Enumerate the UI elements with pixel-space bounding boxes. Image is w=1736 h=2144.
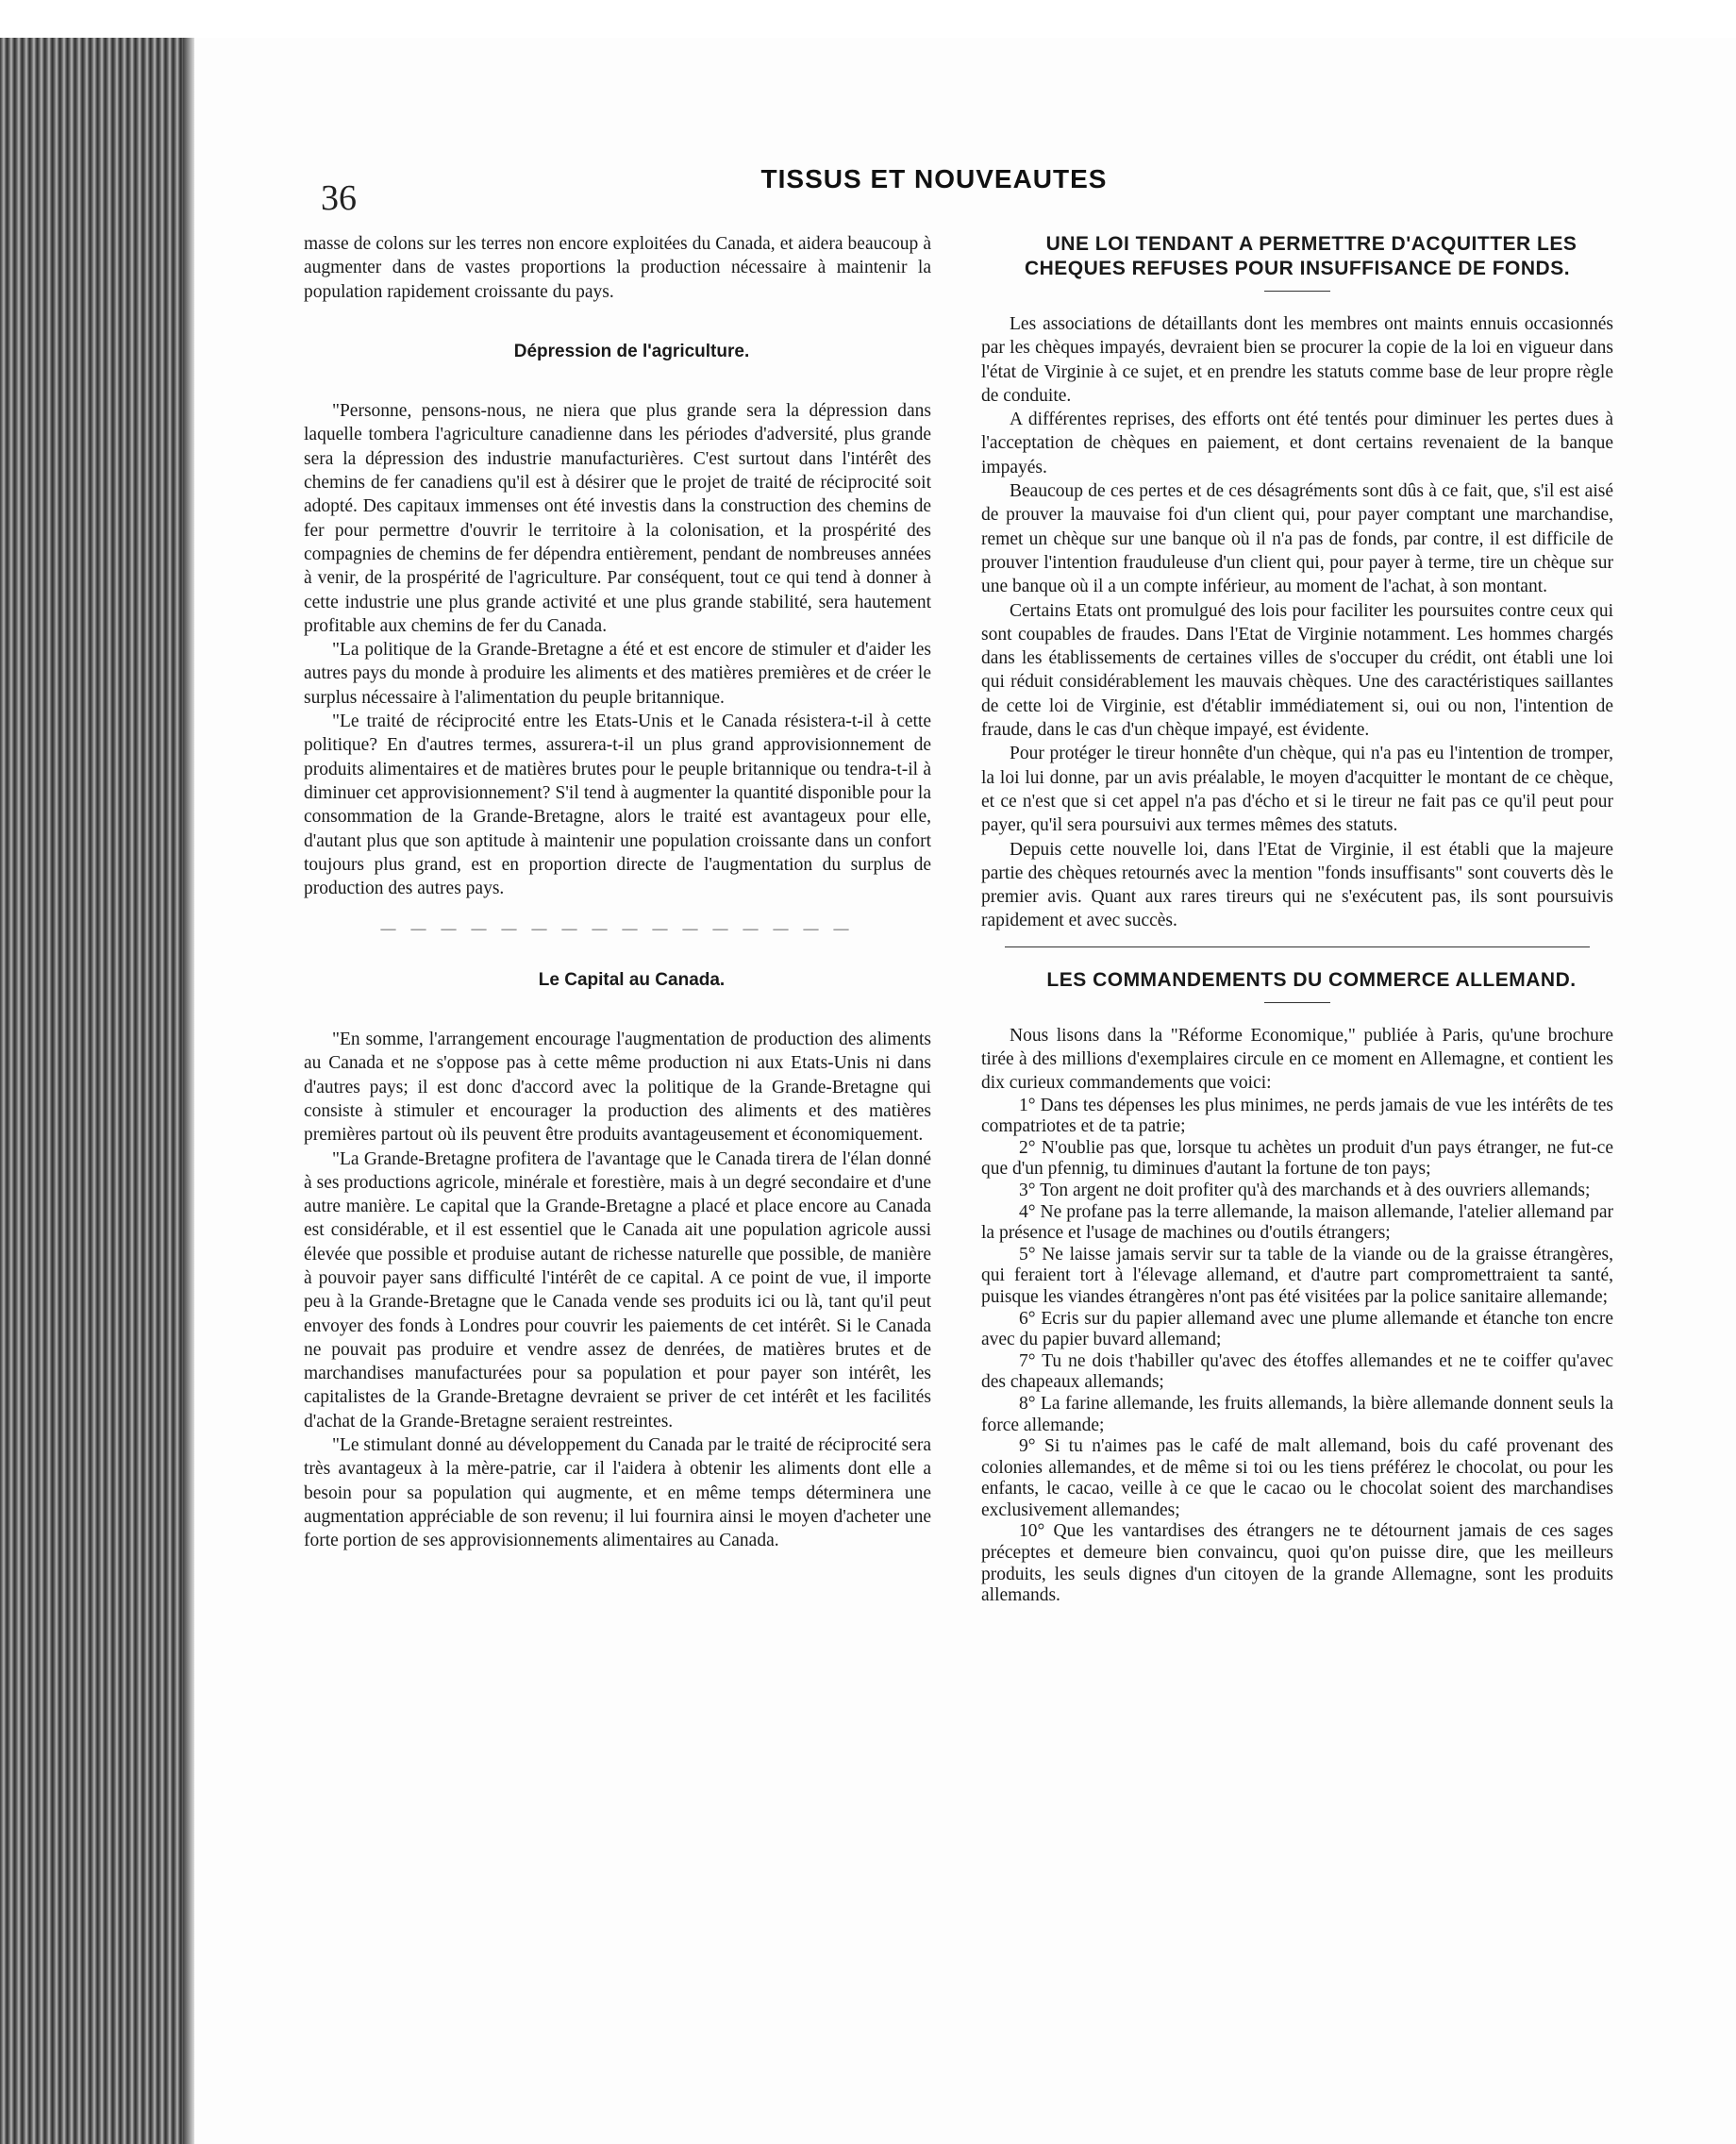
paragraph: "En somme, l'arrangement encourage l'augmentation de production des aliments au Canada et ne s'oppose pas à cette même production ni aux Etats-Unis ni dans d'autres pays; il est donc d'accord avec la politique de la Grande-Bretagne qui consiste à stimuler et encourager la production des aliments et des matières premières partout où ils peuvent être produits avantageusement et économiquement. [304, 1030, 931, 1146]
continued-paragraph: masse de colons sur les terres non encore exploitées du Canada, et aidera beaucoup à augmenter dans de vastes proportions la production nécessaire à maintenir la population rapidement croissante du pays. [304, 234, 931, 302]
section-heading-agriculture: Dépression de l'agriculture. [513, 341, 750, 361]
article-title-cheques: UNE LOI TENDANT A PERMETTRE D'ACQUITTER LES CHEQUES REFUSES POUR INSUFFISANCE DE FONDS. [1024, 233, 1577, 279]
paragraph: Pour protéger le tireur honnête d'un chèque, qui n'a pas eu l'intention de tromper, la loi lui donne, par un avis préalable, le moyen d'acquitter le montant de ce chèque, et ce n'est que si cet appel n'a pas d'écho et si le tireur ne fait pas ce qu'il peut pour payer, qu'il sera poursuivi aux termes mêmes des statuts. [981, 744, 1613, 836]
page-number: 36 [321, 178, 357, 218]
commandment-item: 7° Tu ne dois t'habiller qu'avec des étoffes allemandes et ne te coiffer qu'avec des chapeaux allemands; [981, 1350, 1613, 1393]
commandment-item: 4° Ne profane pas la terre allemande, la maison allemande, l'atelier allemand par la présence et l'usage de machines ou d'outils étrangers; [981, 1201, 1613, 1244]
paragraph: "Le stimulant donné au développement du Canada par le traité de réciprocité sera très avantageux à la mère-patrie, car il l'aidera à obtenir les aliments dont elle a besoin pour sa population qui augmente, et en même temps déterminera une augmentation appréciable de son revenu; il lui fournira ainsi le moyen d'acheter une forte portion de ses approvisionnements alimentaires au Canada. [304, 1435, 931, 1551]
paragraph: Depuis cette nouvelle loi, dans l'Etat de Virginie, il est établi que la majeure partie des chèques retournés avec la mention "fonds insuffisants" sont couverts dès le premier avis. Quant aux rares tireurs qui ne s'exécutent pas, ils sont poursuivis rapidement et avec succès. [981, 839, 1613, 931]
paragraph: A différentes reprises, des efforts ont été tentés pour diminuer les pertes dues à l'acceptation de chèques en paiement, et dont certains revenaient de la banque impayés. [981, 410, 1613, 477]
commandment-item: 5° Ne laisse jamais servir sur ta table de la viande ou de la graisse étrangères, qui feraient tort à l'élevage allemand, et d'autre part compromettraient ta santé, puisque les viandes étrangères n'ont pas été visitées par la police sanitaire allemande; [981, 1244, 1613, 1307]
section-heading-capital: Le Capital au Canada. [538, 969, 726, 990]
title-rule [1264, 1002, 1330, 1003]
running-title: TISSUS ET NOUVEAUTES [760, 164, 1108, 193]
commandment-item: 9° Si tu n'aimes pas le café de malt allemand, bois du café provenant des colonies allemandes, et de même si toi ou les tiens préférez le chocolat, ou pour les enfants, le cacao, veille à ce que le cacao ou le chocolat soient des marchandises exclusivement allemandes; [981, 1436, 1613, 1520]
paragraph: Beaucoup de ces pertes et de ces désagréments sont dûs à ce fait, que, s'il est aisé de prouver la mauvaise foi d'un client qui, pour payer comptant une marchandise, remet un chèque sur une banque où il n'a pas de fonds, par contre, il est difficile de prouver l'intention frauduleuse d'un client qui, pour payer à terme, tire un chèque sur une banque où il a un compte inférieur, au moment de l'achat, à son montant. [981, 481, 1613, 597]
article-separator-rule [1005, 946, 1590, 947]
article-title-commandements: LES COMMANDEMENTS DU COMMERCE ALLEMAND. [1046, 968, 1577, 991]
paragraph: Certains Etats ont promulgué des lois pour faciliter les poursuites contre ceux qui sont coupables de fraudes. Dans l'Etat de Virginie notamment. Les hommes chargés dans les établissements de certaines villes de s'occuper du crédit, ont établi une loi qui réduit considérablement les mauvais chèques. Une des caractéristiques saillantes de cette loi de Virginie, est d'établir immédiatement si, oui ou non, l'intention de fraude, dans le cas d'un chèque impayé, est évidente. [981, 600, 1613, 741]
section-divider: — — — — — — — — — — — — — — — — [380, 921, 855, 938]
commandment-item: 2° N'oublie pas que, lorsque tu achètes un produit d'un pays étranger, ne fut-ce que d'un pfennig, tu diminues d'autant la fortune de ton pays; [981, 1137, 1613, 1180]
commandment-item: 10° Que les vantardises des étrangers ne te détournent jamais de ces sages préceptes et demeure bien convaincu, quoi qu'on puisse dire, que les meilleurs produits, les seuls dignes d'un citoyen de la grande Allemagne, sont les produits allemands. [981, 1521, 1613, 1606]
paragraph: "La Grande-Bretagne profitera de l'avantage que le Canada tirera de l'élan donné à ses productions agricole, minérale et forestière, mais à un degré secondaire et d'une autre manière. Le capital que la Grande-Bretagne a placé et place encore au Canada est considérable, et il est essentiel que le Canada ait une population agricole aussi élevée que possible et produise autant de richesse naturelle que possible, de manière à pouvoir payer sans difficulté l'intérêt de ce capital. A ce point de vue, il importe peu à la Grande-Bretagne que le Canada vende ses produits ici ou là, tant qu'il peut envoyer des fonds à Londres pour couvrir les paiements de cet intérêt. Si le Canada ne pouvait pas produire et vendre assez de denrées, de matières brutes et de marchandises manufacturées pour sa population et pour payer son intérêt, les capitalistes de la Grande-Bretagne devraient se priver de cet intérêt et les facilités d'achat de la Grande-Bretagne seraient restreintes. [304, 1148, 931, 1432]
commandment-item: 8° La farine allemande, les fruits allemands, la bière allemande donnent seuls la force allemande; [981, 1393, 1613, 1435]
paragraph: "La politique de la Grande-Bretagne a été et est encore de stimuler et d'aider les autres pays du monde à produire les aliments et des matières premières et de créer le surplus nécessaire à l'alimentation du peuple britannique. [304, 640, 931, 708]
paragraph: Nous lisons dans la "Réforme Economique," publiée à Paris, qu'une brochure tirée à des millions d'exemplaires circule en ce moment en Allemagne, et contient les dix curieux commandements que voici: [981, 1025, 1613, 1094]
commandment-item: 6° Ecris sur du papier allemand avec une plume allemande et étanche ton encre avec du papier buvard allemand; [981, 1308, 1613, 1350]
left-column [304, 232, 931, 1553]
commandment-item: 3° Ton argent ne doit profiter qu'à des marchands et à des ouvriers allemands; [1019, 1180, 1591, 1200]
book-page-edges [0, 38, 189, 2144]
commandment-item: 1° Dans tes dépenses les plus minimes, ne perds jamais de vue les intérêts de tes compatriotes et de ta patrie; [981, 1095, 1613, 1137]
paragraph: "Personne, pensons-nous, ne niera que plus grande sera la dépression dans laquelle tombera l'agriculture canadienne dans les périodes d'adversité, plus grande sera la dépression des industrie manufacturières. C'est surtout dans l'intérêt des chemins de fer canadiens qu'il est à désirer que le projet de traité de réciprocité soit adopté. Des capitaux immenses ont été investis dans la construction des chemins de fer pour permettre d'ouvrir le territoire à la colonisation, et la prospérité des compagnies de chemins de fer dépendra entièrement, pendant de nombreuses années à venir, de la prospérité de l'agriculture. Par conséquent, tout ce qui tend à donner à cette industrie une plus grande activité et une plus grande stabilité, sera hautement profitable aux chemins de fer du Canada. [304, 401, 931, 636]
paragraph: "Le traité de réciprocité entre les Etats-Unis et le Canada résistera-t-il à cette politique? En d'autres termes, assurera-t-il un plus grand approvisionnement de produits alimentaires et de matières brutes pour le peuple britannique ou tendra-t-il à diminuer cet approvisionnement? S'il tend à augmenter la quantité disponible pour la consommation de la Grande-Bretagne, alors le traité est avantageux pour elle, d'autant plus que son aptitude à maintenir une population croissante dans un confort toujours plus grand, est en proportion directe de l'augmentation du surplus de production des autres pays. [304, 712, 931, 899]
right-column [981, 232, 1613, 1607]
commandments-list [981, 1096, 1613, 1607]
paragraph: Les associations de détaillants dont les membres ont maints ennuis occasionnés par les chèques impayés, devraient bien se procurer la copie de la loi en vigueur dans l'état de Virginie à ce sujet, et en prendre les statuts comme base de leur propre règle de conduite. [981, 314, 1613, 406]
title-rule [1264, 291, 1330, 292]
